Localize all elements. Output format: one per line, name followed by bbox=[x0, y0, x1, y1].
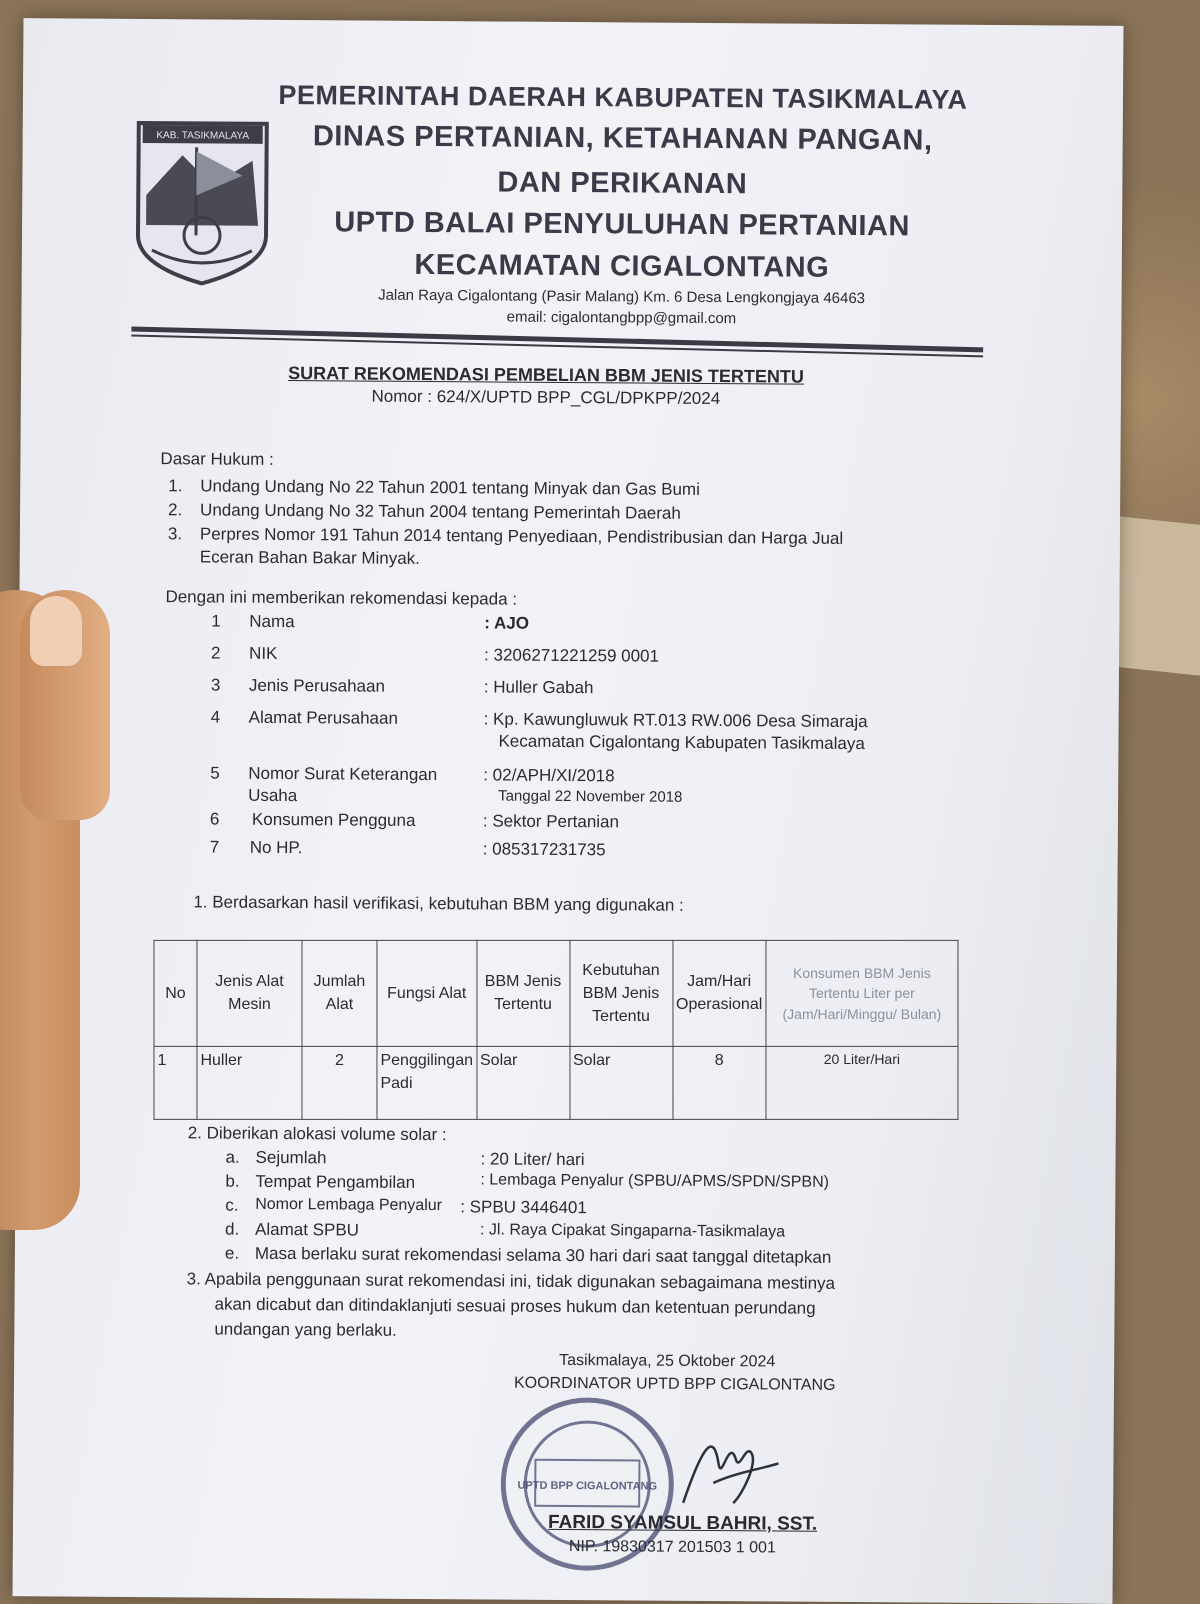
allocation-value: : Lembaga Penyalur (SPBU/APMS/SPDN/SPBN) bbox=[480, 1171, 830, 1191]
table-row bbox=[154, 1046, 958, 1119]
allocation-label: Masa berlaku surat rekomendasi selama 30 hari dari saat tanggal ditetapkan bbox=[254, 1243, 832, 1267]
field-value: : AJO bbox=[484, 613, 530, 633]
allocation-letter: c. bbox=[225, 1195, 239, 1215]
kop-line-2: DINAS PERTANIAN, KETAHANAN PANGAN, bbox=[312, 120, 933, 157]
signer-name: FARID SYAMSUL BAHRI, SST. bbox=[547, 1511, 818, 1535]
closing-line-2: akan dicabut dan ditindaklanjuti sesuai proses hukum dan ketentuan perundang bbox=[214, 1294, 816, 1318]
bbm-needs-table bbox=[153, 940, 958, 1120]
cell-hours: 8 bbox=[673, 1046, 766, 1119]
allocation-value: : SPBU 3446401 bbox=[460, 1197, 587, 1218]
field-value-cont: Kecamatan Cigalontang Kabupaten Tasikmalaya bbox=[498, 731, 865, 754]
letter-title: SURAT REKOMENDASI PEMBELIAN BBM JENIS TERTENTU bbox=[288, 363, 804, 387]
field-num: 6 bbox=[209, 809, 220, 829]
legal-basis-item-cont: Eceran Bahan Bakar Minyak. bbox=[199, 547, 420, 568]
field-label: Konsumen Pengguna bbox=[251, 809, 416, 830]
field-num: 1 bbox=[211, 611, 221, 631]
allocation-value: : 20 Liter/ hari bbox=[480, 1149, 585, 1170]
allocation-letter: e. bbox=[224, 1243, 240, 1263]
cell-consumption: 20 Liter/Hari bbox=[766, 1046, 958, 1119]
col-function: Fungsi Alat bbox=[377, 940, 477, 1046]
cell-function: Penggilingan Padi bbox=[377, 1046, 477, 1119]
field-label: Nomor Surat Keterangan bbox=[248, 763, 438, 785]
field-num: 3 bbox=[210, 675, 221, 695]
verification-heading: 1. Berdasarkan hasil verifikasi, kebutuhan BBM yang digunakan : bbox=[193, 892, 684, 915]
field-label: No HP. bbox=[249, 837, 303, 858]
signature-mark bbox=[673, 1423, 784, 1524]
letter-number: Nomor : 624/X/UPTD BPP_CGL/DPKPP/2024 bbox=[371, 386, 721, 409]
legal-basis-num: 1. bbox=[168, 476, 183, 496]
allocation-label: Tempat Pengambilan bbox=[255, 1171, 416, 1192]
allocation-value: : Jl. Raya Cipakat Singaparna-Tasikmalaya bbox=[480, 1221, 786, 1241]
allocation-label: Nomor Lembaga Penyalur bbox=[255, 1195, 443, 1215]
kop-line-4: UPTD BALAI PENYULUHAN PERTANIAN bbox=[334, 206, 911, 243]
field-num: 4 bbox=[210, 707, 221, 727]
field-value: : Sektor Pertanian bbox=[482, 811, 620, 832]
col-fuel-type: BBM Jenis Tertentu bbox=[477, 940, 570, 1046]
field-num: 7 bbox=[209, 837, 220, 857]
allocation-letter: b. bbox=[225, 1171, 240, 1191]
col-no: No bbox=[154, 940, 197, 1046]
allocation-label: Sejumlah bbox=[255, 1147, 327, 1168]
col-fuel-need: Kebutuhan BBM Jenis Tertentu bbox=[570, 940, 673, 1046]
field-label: Alamat Perusahaan bbox=[248, 707, 399, 728]
kop-line-5: KECAMATAN CIGALONTANG bbox=[414, 248, 830, 284]
cell-no: 1 bbox=[154, 1046, 197, 1119]
field-value: : 085317231735 bbox=[482, 839, 606, 860]
legal-basis-item: Undang Undang No 32 Tahun 2004 tentang Pemerintah Daerah bbox=[200, 500, 681, 523]
closing-line-3: undangan yang berlaku. bbox=[214, 1319, 397, 1340]
col-machine-type: Jenis Alat Mesin bbox=[197, 940, 302, 1046]
field-value-cont: Tanggal 22 November 2018 bbox=[498, 787, 683, 806]
allocation-heading: 2. Diberikan alokasi volume solar : bbox=[187, 1123, 447, 1145]
allocation-letter: a. bbox=[225, 1147, 240, 1167]
closing-line-1: 3. Apabila penggunaan surat rekomendasi ini, tidak digunakan sebagaimana mestinya bbox=[186, 1269, 836, 1293]
legal-basis-item: Perpres Nomor 191 Tahun 2014 tentang Penyediaan, Pendistribusian dan Harga Jual bbox=[199, 524, 844, 548]
field-value: : 3206271221259 0001 bbox=[484, 645, 660, 666]
legal-basis-heading: Dasar Hukum : bbox=[160, 449, 274, 469]
cell-fuel-type: Solar bbox=[477, 1046, 570, 1119]
col-hours: Jam/Hari Operasional bbox=[673, 940, 766, 1046]
legal-basis-num: 2. bbox=[168, 500, 183, 520]
col-consumption: Konsumen BBM Jenis Tertentu Liter per (Jam/Hari/Minggu/ Bulan) bbox=[766, 940, 958, 1046]
allocation-label: Alamat SPBU bbox=[255, 1219, 360, 1240]
field-label: NIK bbox=[249, 643, 278, 663]
thumbnail bbox=[30, 596, 82, 666]
legal-basis-num: 3. bbox=[167, 524, 183, 544]
document-paper bbox=[13, 18, 1124, 1604]
recipient-intro: Dengan ini memberikan rekomendasi kepada : bbox=[165, 587, 518, 609]
field-num: 2 bbox=[211, 643, 221, 663]
kop-address: Jalan Raya Cigalontang (Pasir Malang) Km. 6 Desa Lengkongjaya 46463 bbox=[378, 286, 866, 308]
signer-nip: NIP. 19830317 201503 1 001 bbox=[568, 1538, 776, 1557]
place-date: Tasikmalaya, 25 Oktober 2024 bbox=[559, 1351, 776, 1371]
stamp-text: UPTD BPP CIGALONTANG bbox=[517, 1479, 658, 1493]
kop-line-3: DAN PERIKANAN bbox=[497, 166, 748, 201]
field-value: : 02/APH/XI/2018 bbox=[483, 765, 615, 786]
field-label-cont: Usaha bbox=[248, 785, 298, 806]
cell-fuel-need: Solar bbox=[570, 1046, 673, 1119]
field-label: Nama bbox=[249, 611, 295, 632]
allocation-letter: d. bbox=[225, 1219, 240, 1239]
field-value: : Huller Gabah bbox=[483, 677, 594, 698]
field-label: Jenis Perusahaan bbox=[248, 675, 386, 696]
kop-email: email: cigalontangbpp@gmail.com bbox=[506, 308, 737, 328]
signer-position: KOORDINATOR UPTD BPP CIGALONTANG bbox=[513, 1374, 836, 1394]
cell-machine-type: Huller bbox=[197, 1046, 302, 1119]
cell-machine-count: 2 bbox=[302, 1046, 377, 1119]
kop-line-1: PEMERINTAH DAERAH KABUPATEN TASIKMALAYA bbox=[278, 79, 968, 115]
field-value: : Kp. Kawungluwuk RT.013 RW.006 Desa Simaraja bbox=[483, 709, 868, 732]
col-machine-count: Jumlah Alat bbox=[302, 940, 377, 1046]
legal-basis-item: Undang Undang No 22 Tahun 2001 tentang Minyak dan Gas Bumi bbox=[200, 476, 700, 499]
logo-caption: KAB. TASIKMALAYA bbox=[156, 130, 250, 142]
field-num: 5 bbox=[210, 763, 220, 783]
